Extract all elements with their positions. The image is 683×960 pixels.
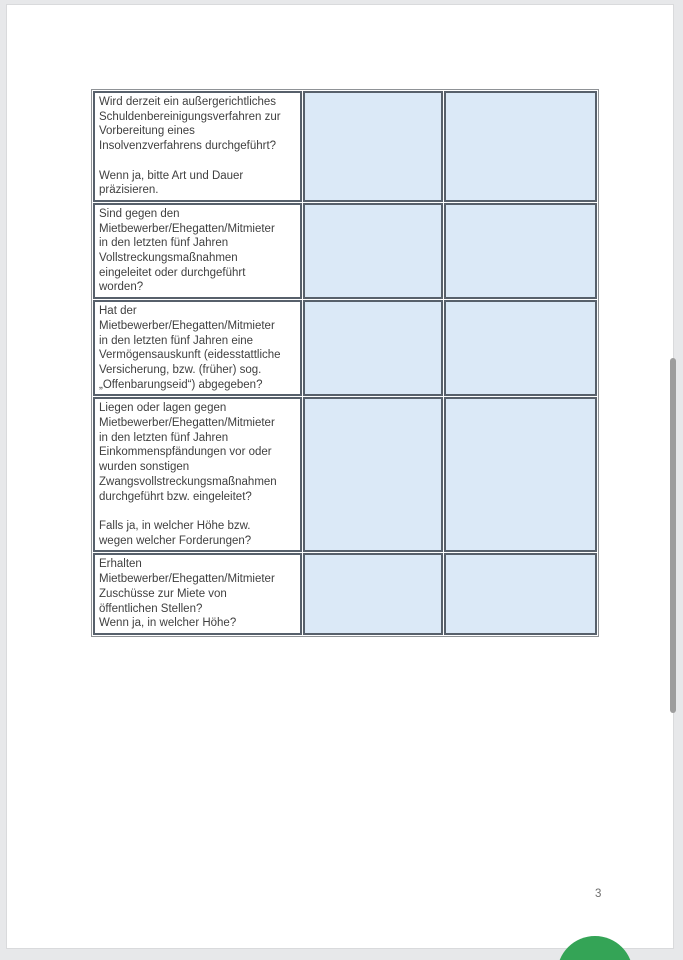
question-cell: [93, 203, 302, 299]
answer-field-right: [444, 91, 597, 202]
question-text: Wird derzeit ein außergerichtliches Schuldenbereinigungsverfahren zur Vorbereitung eines Insolvenzverfahrens durchgeführt? Wenn ja, bitte Art und Dauer präzisieren.: [99, 96, 281, 197]
answer-field-right: [444, 300, 597, 396]
table-row: [93, 91, 597, 202]
table-row: [93, 397, 597, 552]
question-cell: [93, 553, 302, 635]
question-text: Erhalten Mietbewerber/Ehegatten/Mitmieter Zuschüsse zur Miete von öffentlichen Stellen? Wenn ja, in welcher Höhe?: [99, 558, 275, 630]
answer-field-right: [444, 553, 597, 635]
answer-field-left: [303, 300, 443, 396]
answer-field-right: [444, 203, 597, 299]
question-cell: [93, 397, 302, 552]
answer-field-left: [303, 203, 443, 299]
question-cell: [93, 91, 302, 202]
answer-field-left: [303, 553, 443, 635]
question-text: Liegen oder lagen gegen Mietbewerber/Ehegatten/Mitmieter in den letzten fünf Jahren Einkommenspfändungen vor oder wurden sonstigen Zwangsvollstreckungsmaßnahmen durchgeführt bzw. eingeleitet? Falls ja, in welcher Höhe bzw. wegen welcher Forderungen?: [99, 402, 277, 547]
answer-field-left: [303, 397, 443, 552]
answer-field-right: [444, 397, 597, 552]
page-number: 3: [595, 888, 602, 900]
questionnaire-table: [91, 89, 599, 637]
question-text: Hat der Mietbewerber/Ehegatten/Mitmieter in den letzten fünf Jahren eine Vermögensauskunft (eidesstattliche Versicherung, bzw. (früher) sog. „Offenbarungseid“) abgegeben?: [99, 305, 281, 391]
answer-field-left: [303, 91, 443, 202]
table-row: [93, 203, 597, 299]
scrollbar-thumb[interactable]: [670, 358, 676, 713]
document-page: [6, 4, 674, 949]
table-row: [93, 300, 597, 396]
question-cell: [93, 300, 302, 396]
table-row: [93, 553, 597, 635]
question-text: Sind gegen den Mietbewerber/Ehegatten/Mitmieter in den letzten fünf Jahren Vollstreckungsmaßnahmen eingeleitet oder durchgeführt worden?: [99, 207, 275, 294]
